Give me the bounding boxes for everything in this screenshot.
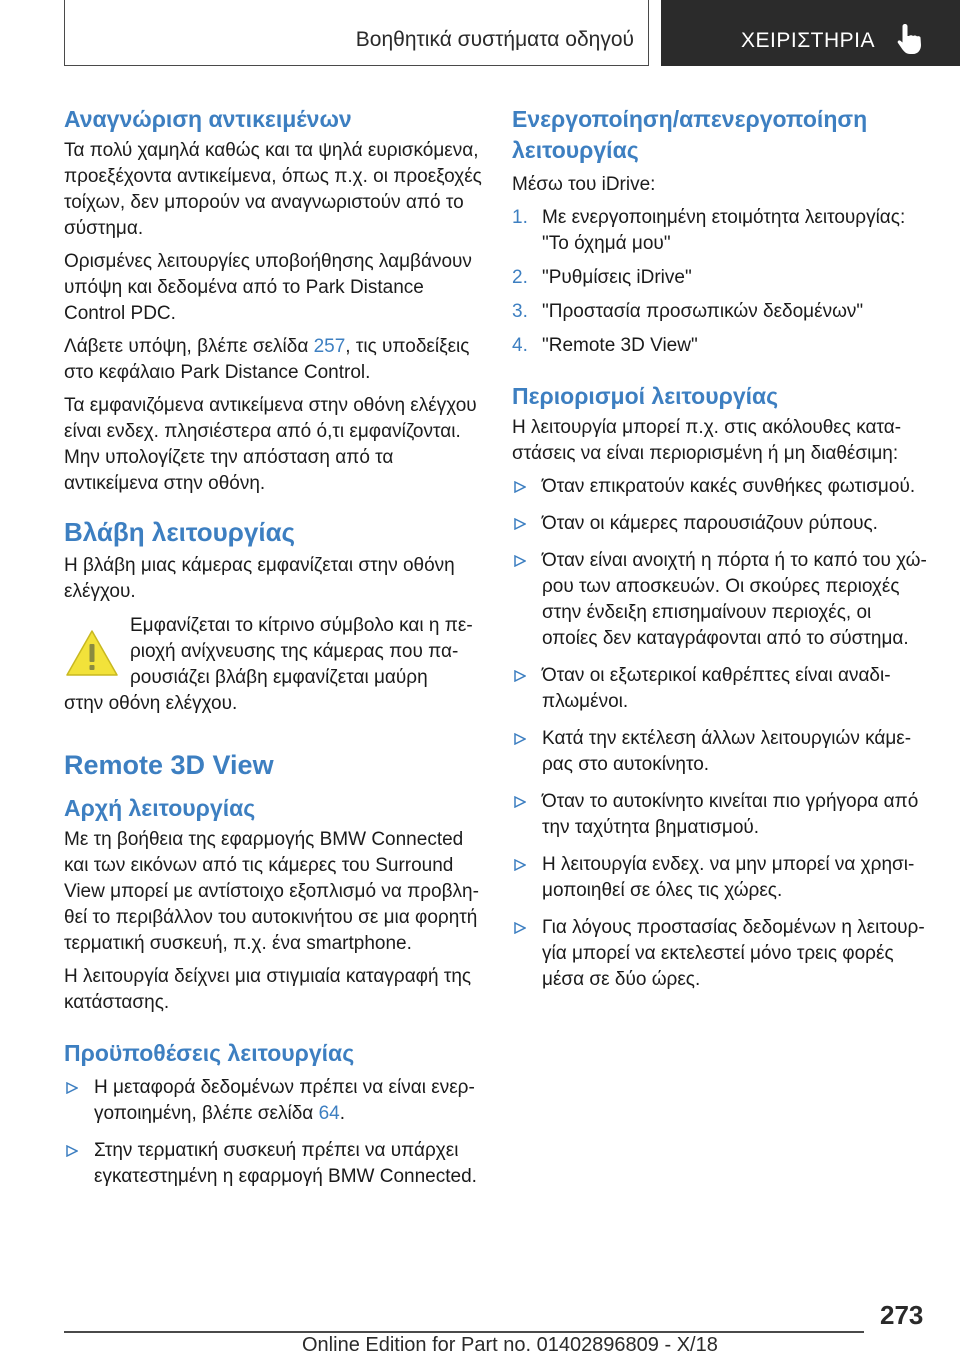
right-column [512, 104, 932, 1004]
triangle-bullet-icon [514, 481, 526, 493]
paragraph-camera-fault: Η βλάβη μιας κάμερας εμφανίζεται στην οθόνη ελέγχου. [64, 555, 455, 602]
list-item: Κατά την εκτέλεση άλλων λειτουργιών κάμερας στο αυτοκίνητο. [512, 726, 932, 778]
heading-activate-deactivate: Ενεργοποίηση/απενεργοποίηση λειτουργίας [512, 106, 868, 163]
heading-remote-3d-view: Remote 3D View [64, 750, 274, 780]
triangle-bullet-icon [514, 555, 526, 567]
warning-note [64, 613, 482, 691]
footer-edition: Online Edition for Part no. 01402896809 - X/18 [302, 1334, 718, 1356]
page-link-257[interactable]: 257 [313, 336, 346, 357]
list-item: 1. Με ενεργοποιημένη ετοιμότητα λειτουργίας: "Το όχημά μου" [512, 207, 906, 254]
list-item: Όταν είναι ανοιχτή η πόρτα ή το καπό του χώρου των αποσκευών. Οι σκούρες περιοχές στην ένδειξη επισημαίνουν περιοχές, οι οποίες δεν καταγράφονται από το σύστημα. [512, 548, 932, 652]
header-section-title: Βοηθητικά συστήματα οδηγού [355, 28, 634, 51]
activation-steps [512, 205, 932, 359]
header-section-box [64, 0, 649, 66]
header-chapter-tab[interactable] [661, 0, 960, 66]
triangle-bullet-icon [66, 1082, 78, 1094]
prerequisites-list [64, 1075, 482, 1190]
heading-object-detection: Αναγνώριση αντικειμένων [64, 106, 352, 132]
hand-pointer-icon [894, 22, 926, 56]
paragraph-snapshot: Η λειτουργία δείχνει μια στιγμιαία καταγραφή της κατάστασης. [64, 966, 472, 1013]
triangle-bullet-icon [514, 859, 526, 871]
heading-limitations: Περιορισμοί λειτουργίας [512, 383, 779, 409]
list-item: 2. "Ρυθμίσεις iDrive" [512, 267, 692, 288]
warning-text-tail: στην οθόνη ελέγχου. [64, 693, 238, 714]
list-item: Η μεταφορά δεδομένων πρέπει να είναι ενεργοποιημένη, βλέπε σελίδα 64. [64, 1075, 482, 1127]
triangle-bullet-icon [66, 1145, 78, 1157]
list-item: Η λειτουργία ενδεχ. να μην μπορεί να χρησιμοποιηθεί σε όλες τις χώρες. [512, 852, 932, 904]
list-item: Όταν οι εξωτερικοί καθρέπτες είναι αναδιπλωμένοι. [512, 663, 932, 715]
triangle-bullet-icon [514, 670, 526, 682]
paragraph-see-page: Λάβετε υπόψη, βλέπε σελίδα 257, τις υποδείξεις στο κεφάλαιο Park Distance Control. [64, 336, 470, 383]
limitations-list [512, 474, 932, 993]
list-item: 3. "Προστασία προσωπικών δεδομένων" [512, 301, 864, 322]
list-item: Για λόγους προστασίας δεδομένων η λειτουργία μπορεί να εκτελεστεί μόνο τρεις φορές μέσα σε δύο ώρες. [512, 915, 932, 993]
triangle-bullet-icon [514, 922, 526, 934]
list-item: Στην τερματική συσκευή πρέπει να υπάρχει εγκατεστημένη η εφαρμογή BMW Connected. [64, 1138, 482, 1190]
triangle-bullet-icon [514, 796, 526, 808]
list-item: 4. "Remote 3D View" [512, 335, 698, 356]
list-item: Όταν οι κάμερες παρουσιάζουν ρύπους. [512, 511, 932, 537]
triangle-bullet-icon [514, 733, 526, 745]
header-chapter-label: ΧΕΙΡΙΣΤΗΡΙΑ [741, 29, 876, 52]
footer-divider [64, 1331, 864, 1333]
paragraph-pdc-data: Ορισμένες λειτουργίες υποβοήθησης λαμβάνουν υπόψη και δεδομένα από το Park Distance Control PDC. [64, 251, 472, 324]
paragraph-via-idrive: Μέσω του iDrive: [512, 174, 656, 195]
heading-prerequisites: Προϋποθέσεις λειτουργίας [64, 1040, 355, 1066]
paragraph-limitations-intro: Η λειτουργία μπορεί π.χ. στις ακόλουθες καταστάσεις να είναι περιορισμένη ή μη διαθέσιμη: [512, 417, 902, 464]
page-number: 273 [880, 1300, 924, 1330]
warning-text: Εμφανίζεται το κίτρινο σύμβολο και η περιοχή ανίχνευσης της κάμερας που παρουσιάζει βλάβη εμφανίζεται μαύρη [130, 615, 473, 688]
list-item: Όταν το αυτοκίνητο κινείται πιο γρήγορα από την ταχύτητα βηματισμού. [512, 789, 932, 841]
paragraph-bmw-connected: Με τη βοήθεια της εφαρμογής BMW Connected και των εικόνων από τις κάμερες του Surround View μπορεί με αντίστοιχο εξοπλισμό να προβληθεί το περιβάλλον του αυτοκινήτου σε μια φορητή τερματική συσκευή, π.χ. ένα smartphone. [64, 829, 479, 954]
list-item: Όταν επικρατούν κακές συνθήκες φωτισμού. [512, 474, 932, 500]
heading-malfunction: Βλάβη λειτουργίας [64, 517, 296, 547]
page-link-64[interactable]: 64 [318, 1103, 340, 1124]
heading-function-principle: Αρχή λειτουργίας [64, 795, 256, 821]
paragraph-displayed-objects: Τα εμφανιζόμενα αντικείμενα στην οθόνη ελέγχου είναι ενδεχ. πλησιέστερα από ό,τι εμφανίζονται. Μην υπολογίζετε την απόσταση από τα αντικείμενα στην οθόνη. [64, 395, 477, 494]
triangle-bullet-icon [514, 518, 526, 530]
paragraph-low-high-objects: Τα πολύ χαμηλά καθώς και τα ψηλά ευρισκόμενα, προεξέχοντα αντικείμενα, όπως π.χ. οι προεξοχές τοίχων, δεν μπορούν να αναγνωριστούν από το σύστημα. [64, 140, 482, 239]
left-column [64, 104, 482, 1201]
warning-triangle-icon [64, 627, 120, 679]
